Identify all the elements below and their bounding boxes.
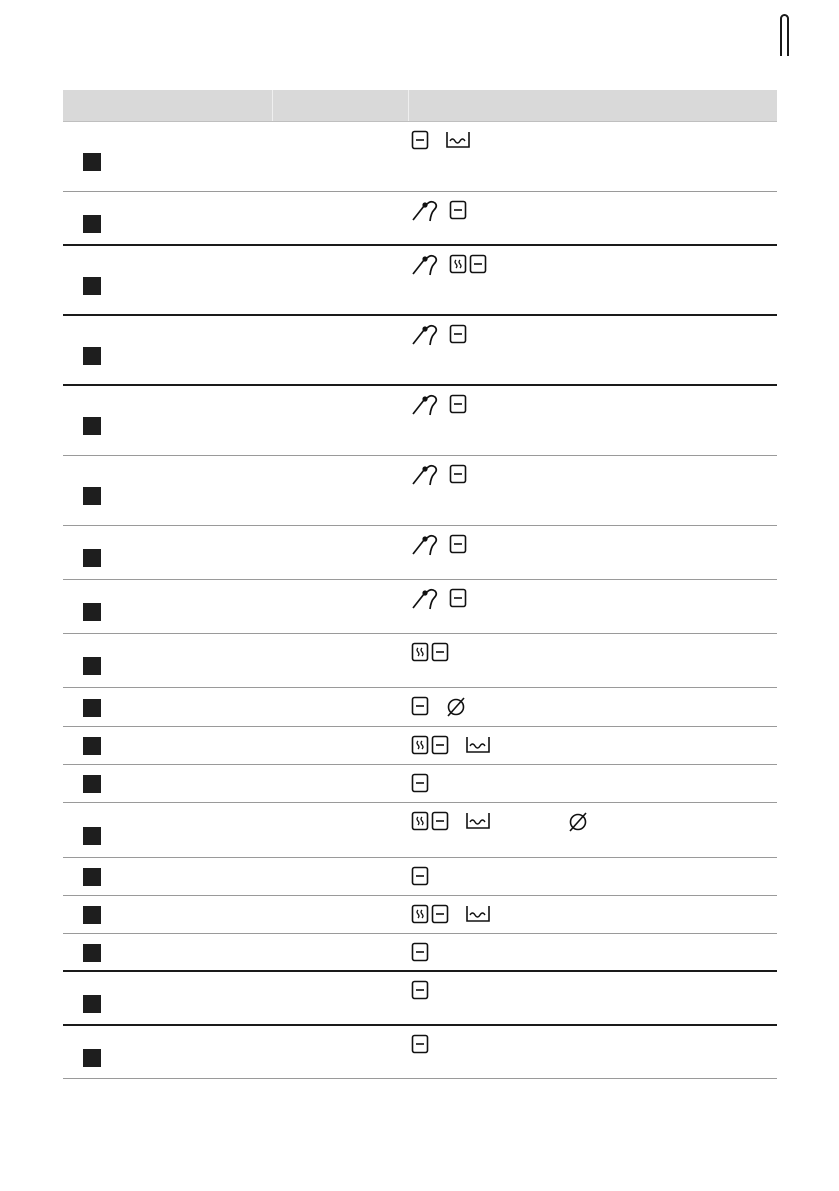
steam-icon: [449, 254, 467, 274]
table-row: [63, 972, 777, 1026]
symbol-group: [411, 696, 469, 718]
bookmark-icon: [780, 14, 789, 56]
row-marker: [83, 906, 101, 924]
display-icon: [469, 254, 487, 274]
row-marker: [83, 699, 101, 717]
header-cell-3: [409, 90, 777, 121]
symbol-group: [411, 811, 591, 833]
display-icon: [411, 773, 429, 793]
table-row: [63, 192, 777, 246]
empty-icon: [445, 696, 467, 718]
core-probe-icon: [411, 534, 447, 556]
core-probe-icon: [411, 324, 447, 346]
table-header: [63, 90, 777, 122]
water-tray-icon: [465, 904, 491, 924]
display-icon: [411, 942, 429, 962]
table-row: [63, 1026, 777, 1079]
display-icon: [431, 735, 449, 755]
row-marker: [83, 827, 101, 845]
row-marker: [83, 775, 101, 793]
display-icon: [431, 642, 449, 662]
table-row: [63, 386, 777, 456]
symbol-group: [411, 200, 469, 222]
display-icon: [431, 904, 449, 924]
symbol-group: [411, 773, 431, 795]
header-cell-2: [273, 90, 409, 121]
display-icon: [449, 534, 467, 554]
symbol-group: [411, 942, 431, 964]
symbol-group: [411, 980, 431, 1002]
row-marker: [83, 215, 101, 233]
header-cell-1: [63, 90, 273, 121]
symbol-group: [411, 324, 469, 346]
table-row: [63, 634, 777, 688]
table-row: [63, 688, 777, 727]
display-icon: [411, 866, 429, 886]
table-row: [63, 316, 777, 386]
row-marker: [83, 417, 101, 435]
symbol-group: [411, 642, 451, 664]
water-tray-icon: [445, 130, 471, 150]
symbol-group: [411, 735, 493, 757]
display-icon: [449, 464, 467, 484]
symbol-group: [411, 534, 469, 556]
display-icon: [449, 588, 467, 608]
table-row: [63, 858, 777, 896]
program-table: [63, 90, 777, 1079]
symbol-group: [411, 130, 473, 152]
symbol-group: [411, 904, 493, 926]
table-row: [63, 526, 777, 580]
core-probe-icon: [411, 394, 447, 416]
water-tray-icon: [465, 735, 491, 755]
row-marker: [83, 737, 101, 755]
steam-icon: [411, 811, 429, 831]
core-probe-icon: [411, 588, 447, 610]
row-marker: [83, 1049, 101, 1067]
display-icon: [449, 200, 467, 220]
table-row: [63, 456, 777, 526]
symbol-group: [411, 866, 431, 888]
steam-icon: [411, 735, 429, 755]
table-row: [63, 727, 777, 765]
table-body: [63, 122, 777, 1079]
core-probe-icon: [411, 254, 447, 276]
table-row: [63, 765, 777, 803]
display-icon: [411, 130, 429, 150]
core-probe-icon: [411, 200, 447, 222]
table-row: [63, 896, 777, 934]
symbol-group: [411, 588, 469, 610]
table-row: [63, 122, 777, 192]
table-row: [63, 803, 777, 858]
core-probe-icon: [411, 464, 447, 486]
row-marker: [83, 995, 101, 1013]
symbol-group: [411, 464, 469, 486]
row-marker: [83, 277, 101, 295]
row-marker: [83, 603, 101, 621]
symbol-group: [411, 254, 489, 276]
display-icon: [411, 1034, 429, 1054]
row-marker: [83, 347, 101, 365]
steam-icon: [411, 904, 429, 924]
symbol-group: [411, 394, 469, 416]
row-marker: [83, 487, 101, 505]
table-row: [63, 246, 777, 316]
display-icon: [449, 394, 467, 414]
display-icon: [411, 696, 429, 716]
row-marker: [83, 868, 101, 886]
display-icon: [431, 811, 449, 831]
water-tray-icon: [465, 811, 491, 831]
row-marker: [83, 657, 101, 675]
symbol-group: [411, 1034, 431, 1056]
empty-icon: [567, 811, 589, 833]
table-row: [63, 934, 777, 972]
row-marker: [83, 153, 101, 171]
table-row: [63, 580, 777, 634]
row-marker: [83, 549, 101, 567]
display-icon: [449, 324, 467, 344]
steam-icon: [411, 642, 429, 662]
display-icon: [411, 980, 429, 1000]
row-marker: [83, 944, 101, 962]
